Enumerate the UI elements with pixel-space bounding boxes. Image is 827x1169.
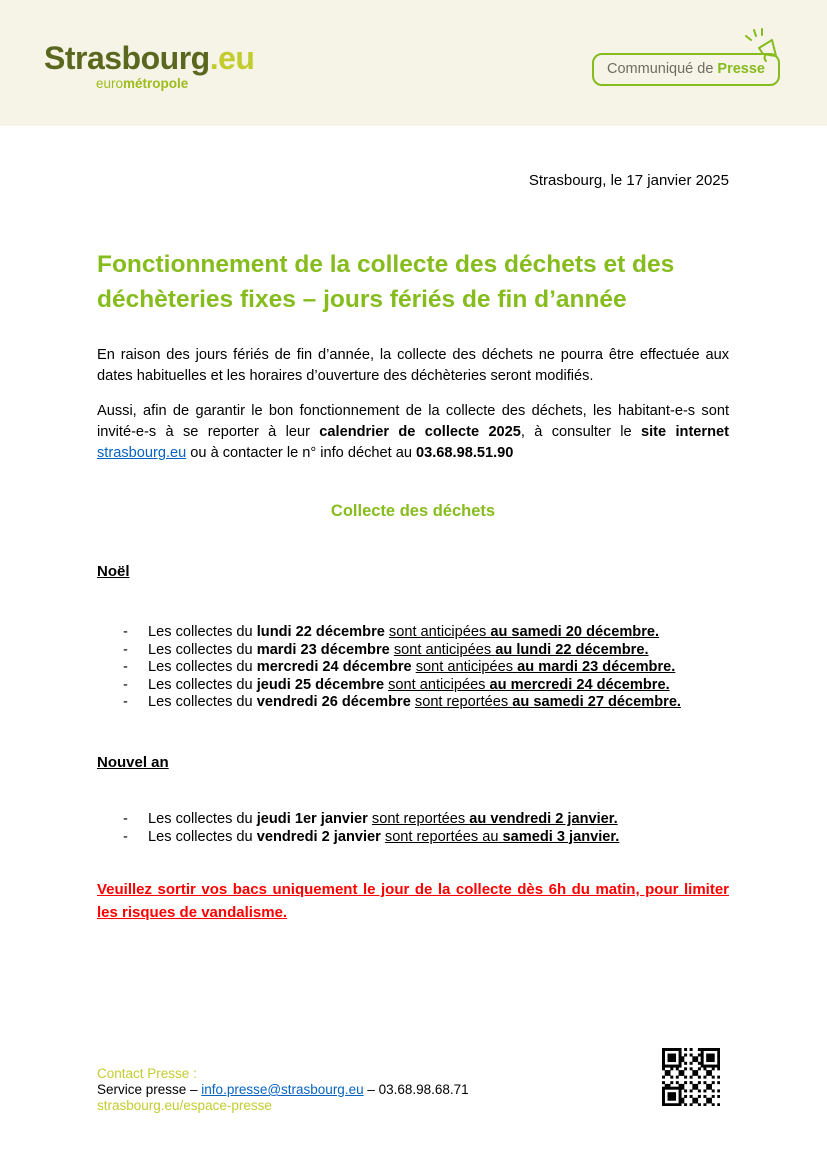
list-item: - Les collectes du lundi 22 décembre sont anticipées au samedi 20 décembre. — [123, 624, 660, 640]
dash-bullet: - — [123, 810, 128, 827]
badge-label-prefix: Communiqué de — [607, 61, 718, 77]
strasbourg-eu-link[interactable]: strasbourg.eu — [97, 445, 187, 461]
document-body — [0, 172, 827, 924]
date-line: Strasbourg, le 17 janvier 2025 — [528, 172, 729, 189]
noel-list — [97, 624, 729, 712]
noel-heading: Noël — [97, 563, 130, 580]
contact-presse-label: Contact Presse : — [97, 1066, 197, 1081]
logo-subtitle-prefix: euro — [96, 76, 124, 91]
list-item: - Les collectes du vendredi 2 janvier sont reportées au samedi 3 janvier. — [123, 828, 620, 845]
press-phone-text: – 03.68.98.68.71 — [363, 1082, 469, 1097]
calendar-bold: calendrier de collecte 2025 — [319, 424, 521, 440]
info-text-1: Aussi, afin de garantir le bon fonctionnement de la collecte des déchets, les habitant-e-s sont invité-e-s à se reporter à leur — [97, 403, 729, 440]
nouvel-an-heading: Nouvel an — [97, 753, 169, 771]
logo-subtitle — [96, 77, 254, 91]
list-item: - Les collectes du vendredi 26 décembre sont reportées au samedi 27 décembre. — [123, 694, 681, 711]
press-email-link[interactable]: info.presse@strasbourg.eu — [201, 1082, 364, 1097]
dash-bullet: - — [123, 694, 128, 711]
qr-code — [662, 1048, 720, 1106]
phone-bold: 03.68.98.51.90 — [416, 445, 514, 461]
logo-wordmark — [44, 42, 254, 74]
site-internet-bold: site internet — [641, 424, 729, 440]
section-title-collecte: Collecte des déchets — [330, 502, 496, 520]
info-text-3: ou à contacter le n° info déchet au — [186, 445, 417, 461]
logo-brand-text: Strasbourg — [44, 40, 210, 76]
press-release-badge — [592, 53, 780, 86]
page-title: Fonctionnement de la collecte des déchets et des déchèteries fixes – jours fériés de fin d’année — [97, 251, 675, 313]
strasbourg-logo — [44, 42, 254, 91]
intro-paragraph: En raison des jours fériés de fin d’année, la collecte des déchets ne pourra être effectuée aux dates habituelles et les horaires d’ouverture des déchèteries seront modifiés. — [97, 347, 729, 384]
logo-tld-text: .eu — [209, 40, 255, 76]
list-item: - Les collectes du jeudi 25 décembre sont anticipées au mercredi 24 décembre. — [123, 676, 670, 693]
dash-bullet: - — [123, 641, 128, 658]
info-text-2: , à consulter le — [520, 424, 641, 440]
dash-bullet: - — [123, 624, 128, 640]
list-item: - Les collectes du jeudi 1er janvier sont reportées au vendredi 2 janvier. — [123, 810, 618, 827]
bins-warning-notice: Veuillez sortir vos bacs uniquement le jour de la collecte dès 6h du matin, pour limiter les risques de vandalisme. — [97, 881, 729, 921]
dash-bullet: - — [123, 659, 128, 676]
list-item: - Les collectes du mercredi 24 décembre sont anticipées au mardi 23 décembre. — [123, 659, 676, 676]
nouvel-an-list — [97, 811, 729, 846]
dash-bullet: - — [123, 828, 128, 845]
espace-presse-url: strasbourg.eu/espace-presse — [97, 1098, 272, 1113]
footer — [97, 1066, 729, 1114]
logo-subtitle-bold: métropole — [123, 76, 189, 91]
header — [0, 0, 827, 126]
megaphone-icon — [742, 27, 788, 63]
badge-label-bold: Presse — [717, 61, 765, 77]
list-item: - Les collectes du mardi 23 décembre sont anticipées au lundi 22 décembre. — [123, 641, 649, 658]
service-presse-text: Service presse – — [97, 1082, 202, 1097]
press-service-line — [97, 1082, 729, 1098]
dash-bullet: - — [123, 676, 128, 693]
info-paragraph — [97, 401, 729, 464]
